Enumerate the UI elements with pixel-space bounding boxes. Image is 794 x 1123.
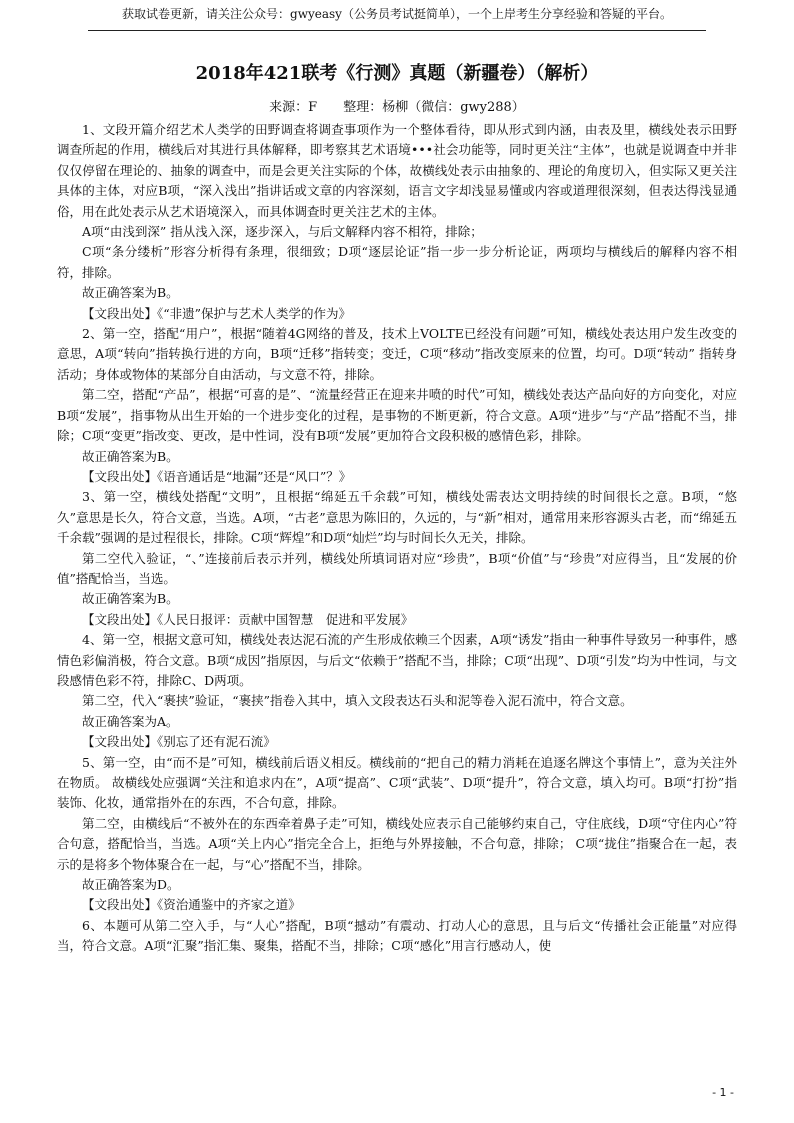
paragraph: C项“条分缕析”形容分析得有条理，很细致；D项“逐层论证”指一步一步分析论证，两项均与横线后的解释内容不相符，排除。 xyxy=(57,244,737,280)
paragraph: 4、第一空，根据文意可知，横线处表达泥石流的产生形成依赖三个因素，A项“诱发”指由一种事件导致另一种事件，感情色彩偏消极，符合文意。B项“成因”指原因，与后文“依赖于”搭配不当，排除；C项“出现”、D项“引发”均为中性词，与文段感情色彩不符，排除C、D两项。 xyxy=(57,632,737,688)
page-number: - 1 - xyxy=(712,1086,734,1099)
answer-line: 故正确答案为B。 xyxy=(82,285,179,301)
source-citation: 【文段出处】《语音通话是“地漏”还是“风口”？》 xyxy=(82,468,352,484)
source-citation: 【文段出处】《“非遗”保护与艺术人类学的作为》 xyxy=(82,305,352,321)
source-citation: 【文段出处】《资治通鉴中的齐家之道》 xyxy=(82,897,301,913)
document-title: 2018年421联考《行测》真题（新疆卷）（解析） xyxy=(195,63,599,84)
paragraph: 第二空，搭配“产品”，根据“可喜的是”、“流量经营正在迎来井喷的时代”可知，横线处表达产品向好的方向变化，对应B项“发展”，指事物从出生开始的一个进步变化的过程，是事物的不断更新，符合文意。A项“进步”与“产品”搭配不当，排除；C项“变更”指改变、更改，是中性词，没有B项“发展”更加符合文段积极的感情色彩，排除。 xyxy=(57,387,737,444)
paragraph: 5、第一空，由“而不是”可知，横线前后语义相反。横线前的“把自己的精力消耗在追逐名牌这个事情上”，意为关注外在物质。 故横线处应强调“关注和追求内在”，A项“提高”、C项“武装”、D项“提升”，符合文意，填入均可。B项“打扮”指装饰、化妆，通常指外在的东西，不合句意，排除。 xyxy=(57,754,737,811)
header-divider xyxy=(88,30,706,31)
paragraph: 2、第一空，搭配“用户”，根据“随着4G网络的普及，技术上VOLTE已经没有问题”可知，横线处表达用户发生改变的意思，A项“转向”指转换行进的方向，B项“迁移”指转变；变迁，C项“移动”指改变原来的位置，均可。D项“转动” 指转身活动；身体或物体的某部分自由活动，与文意不符，排除。 xyxy=(57,326,737,382)
answer-line: 故正确答案为B。 xyxy=(82,448,179,464)
answer-line: 故正确答案为D。 xyxy=(82,877,180,893)
paragraph: 第二空，代入“裹挟”验证，“裹挟”指卷入其中，填入文段表达石头和泥等卷入泥石流中，符合文意。 xyxy=(82,693,633,709)
answer-line: 故正确答案为A。 xyxy=(82,713,179,729)
paragraph: 第二空代入验证，“、”连接前后表示并列，横线处所填词语对应“珍贵”，B项“价值”与“珍贵”对应得当，且“发展的价值”搭配恰当，当选。 xyxy=(57,550,737,586)
source-citation: 【文段出处】《别忘了还有泥石流》 xyxy=(82,734,276,750)
paragraph: A项“由浅到深” 指从浅入深，逐步深入，与后文解释内容不相符，排除； xyxy=(82,224,483,240)
answer-line: 故正确答案为B。 xyxy=(82,591,179,607)
paragraph: 第二空，由横线后“不被外在的东西牵着鼻子走”可知，横线处应表示自己能够约束自己，守住底线，D项“守住内心”符合句意，搭配恰当，当选。A项“关上内心”指完全合上，拒绝与外界接触，不合句意，排除； C项“拢住”指聚合在一起，表示的是将多个物体聚合在一起，与“心”搭配不当，排除。 xyxy=(57,815,737,872)
paragraph: 6、本题可从第二空入手，与“人心”搭配，B项“撼动”有震动、打动人心的意思，且与后文“传播社会正能量”对应得当，符合文意。A项“汇聚”指汇集、聚集，搭配不当，排除；C项“感化”用言行感动人，使 xyxy=(57,917,737,954)
header-notice: 获取试卷更新，请关注公众号：gwyeasy（公务员考试挺简单），一个上岸考生分享经验和答疑的平台。 xyxy=(122,7,672,21)
document-body xyxy=(57,120,737,957)
source-citation: 【文段出处】《人民日报评：贡献中国智慧 促进和平发展》 xyxy=(82,611,414,627)
paragraph: 3、第一空，横线处搭配“文明”，且根据“绵延五千余载”可知，横线处需表达文明持续的时间很长之意。B项，“悠久”意思是长久，符合文意，当选。A项，“古老”意思为陈旧的，久远的，与“新”相对，通常用来形容源头古老，而“绵延五千余载”强调的是过程很长，排除。C项“辉煌”和D项“灿烂”均与时间长久无关，排除。 xyxy=(57,489,737,546)
source-line: 来源：F 整理：杨柳（微信：gwy288） xyxy=(269,100,525,115)
paragraph: 1、文段开篇介绍艺术人类学的田野调查将调查事项作为一个整体看待，即从形式到内涵，由表及里，横线处表示田野调查所起的作用，横线后对其进行具体解释，即考察其艺术语境•••社会功能等，同时更关注“主体”，也就是说调查中并非仅仅停留在理论的、抽象的调查中，而是会更关注实际的个体，故横线处表示由抽象的、理论的角度切入，但实际又更关注具体的主体，对应B项，“深入浅出”指讲话或文章的内容深刻，语言文字却浅显易懂或内容或道理很深刻，但表达得浅显通俗，用在此处表示从艺术语境深入，而具体调查时更关注艺术的主体。 xyxy=(57,122,737,219)
